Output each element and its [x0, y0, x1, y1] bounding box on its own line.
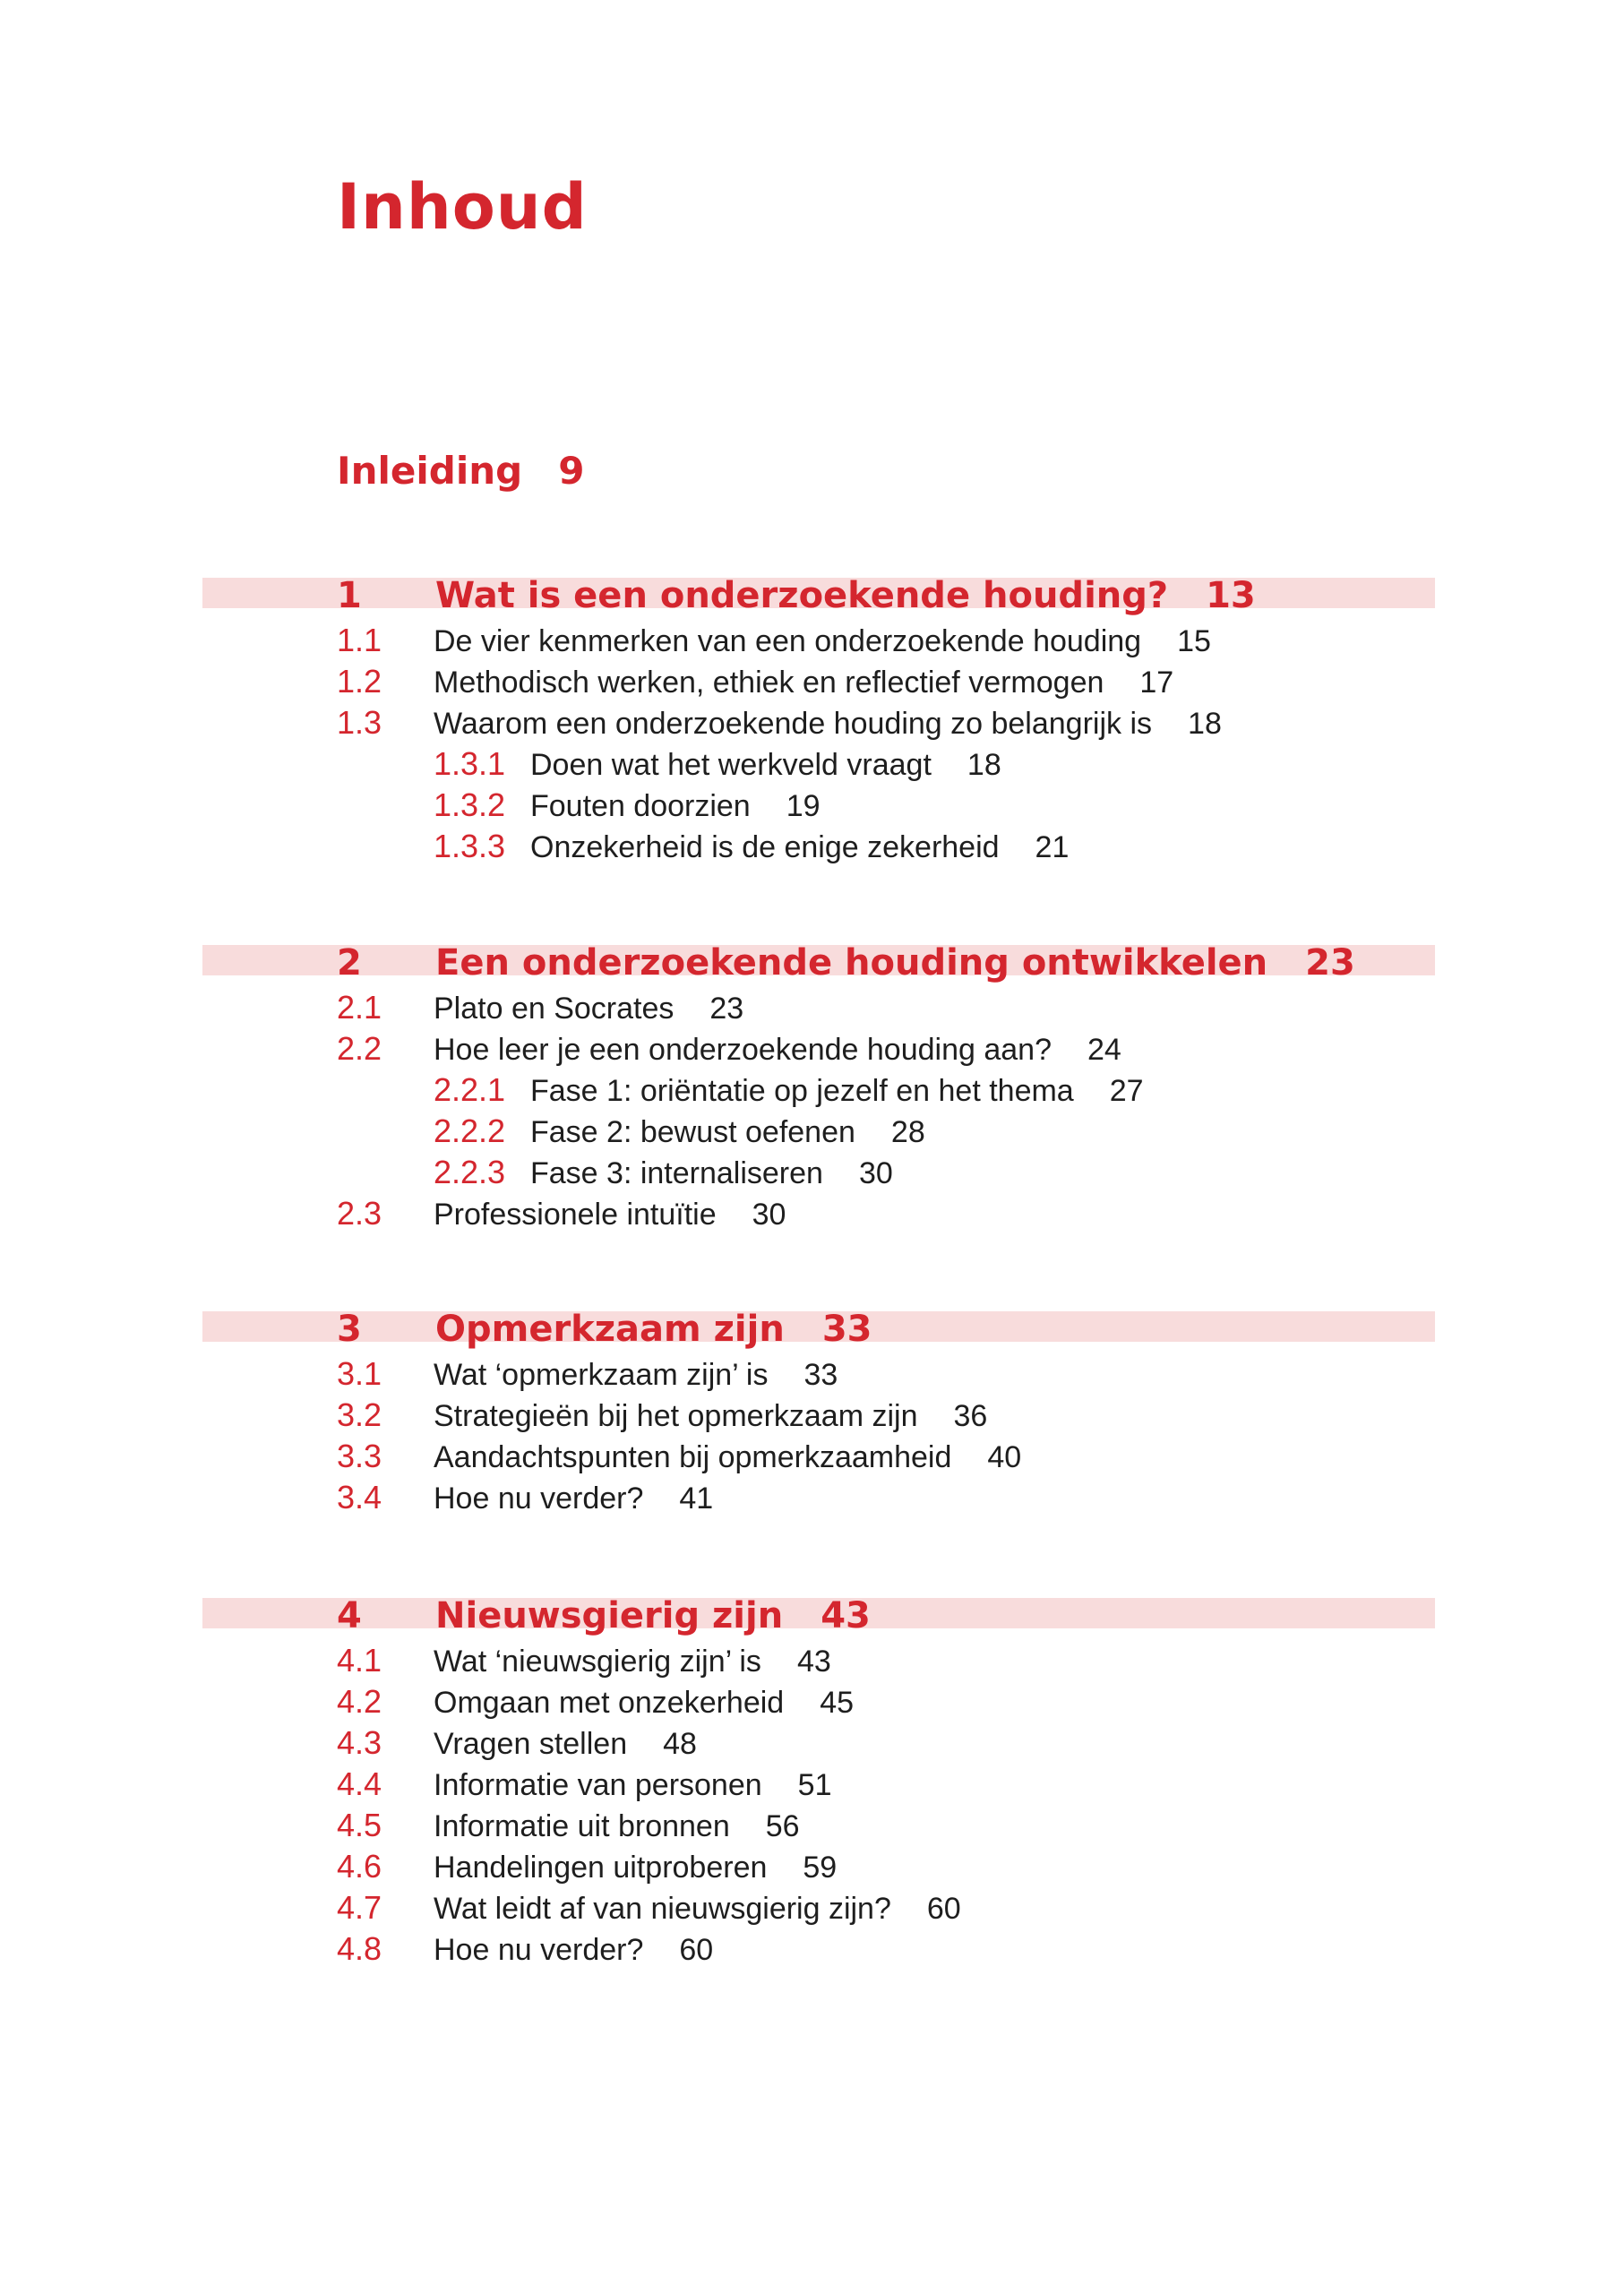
- toc-entry[interactable]: [337, 1889, 961, 1926]
- entry-page: 15: [1177, 624, 1211, 658]
- entry-page: 23: [709, 992, 744, 1026]
- chapter-number: 2: [337, 942, 362, 983]
- entry-page: 51: [797, 1768, 832, 1802]
- entry-page: 41: [679, 1481, 714, 1516]
- entry-number: 3.1: [337, 1355, 382, 1392]
- toc-entry[interactable]: [337, 1724, 697, 1761]
- entry-title: Handelingen uitproberen: [434, 1851, 768, 1885]
- entry-page: 60: [926, 1892, 961, 1926]
- toc-entry[interactable]: [337, 1809, 800, 1842]
- entry-number: 1.2: [337, 663, 382, 700]
- entry-title: Doen wat het werkveld vraagt: [530, 748, 932, 782]
- entry-page: 21: [1035, 830, 1070, 864]
- chapter-title: Een onderzoekende houding ontwikkelen: [435, 942, 1268, 983]
- chapter-number: 3: [337, 1309, 362, 1350]
- entry-number: 2.2: [337, 1030, 382, 1067]
- toc-subentry[interactable]: [434, 786, 821, 823]
- entry-number: 4.4: [337, 1765, 382, 1802]
- chapter-title: Opmerkzaam zijn: [435, 1309, 785, 1350]
- entry-page: 27: [1109, 1074, 1144, 1108]
- entry-page: 19: [786, 789, 821, 823]
- entry-number: 2.2.1: [434, 1071, 506, 1108]
- chapter-heading[interactable]: [337, 942, 1355, 983]
- entry-number: 1.3.1: [434, 745, 506, 782]
- chapter-page: 23: [1305, 942, 1355, 983]
- toc-entry[interactable]: [337, 1848, 838, 1885]
- toc-entry[interactable]: [337, 1683, 855, 1720]
- entry-title: Wat ‘opmerkzaam zijn’ is: [434, 1358, 769, 1392]
- entry-page: 28: [890, 1115, 925, 1149]
- toc-subentry[interactable]: [434, 830, 1069, 863]
- entry-page: 48: [663, 1727, 697, 1761]
- entry-number: 4.2: [337, 1683, 382, 1720]
- toc-entry[interactable]: [337, 663, 1174, 700]
- entry-number: 4.3: [337, 1724, 382, 1761]
- entry-title: Hoe nu verder?: [434, 1481, 644, 1516]
- entry-title: Wat ‘nieuwsgierig zijn’ is: [434, 1645, 761, 1679]
- entry-page: 24: [1087, 1033, 1121, 1067]
- entry-number: 3.4: [337, 1479, 382, 1516]
- entry-title: Omgaan met onzekerheid: [434, 1686, 785, 1720]
- chapter-heading[interactable]: [337, 1595, 871, 1636]
- entry-number: 4.1: [337, 1642, 382, 1679]
- entry-page: 17: [1139, 666, 1174, 700]
- entry-page: 30: [752, 1198, 786, 1232]
- entry-page: 33: [803, 1358, 838, 1392]
- entry-page: 45: [820, 1686, 855, 1720]
- toc-subentry[interactable]: [434, 1156, 893, 1189]
- entry-title: Informatie van personen: [434, 1768, 762, 1802]
- entry-page: 59: [803, 1851, 838, 1885]
- toc-entry[interactable]: [337, 1355, 838, 1392]
- entry-number: 1.3.2: [434, 786, 506, 823]
- entry-number: 2.2.2: [434, 1112, 506, 1149]
- toc-intro[interactable]: [337, 449, 585, 493]
- chapter-page: 33: [821, 1309, 872, 1350]
- toc-entry[interactable]: [337, 704, 1222, 741]
- entry-title: Aandachtspunten bij opmerkzaamheid: [434, 1440, 952, 1474]
- chapter-heading[interactable]: [337, 1309, 872, 1350]
- entry-number: 4.6: [337, 1848, 382, 1885]
- entry-number: 4.7: [337, 1889, 382, 1926]
- chapter-page: 43: [821, 1595, 871, 1636]
- entry-page: 30: [858, 1156, 893, 1190]
- entry-title: Hoe nu verder?: [434, 1933, 644, 1967]
- chapter-page: 13: [1206, 575, 1256, 616]
- intro-page: 9: [558, 449, 585, 493]
- entry-page: 56: [765, 1809, 800, 1843]
- toc-entry[interactable]: [337, 1930, 714, 1967]
- entry-title: Strategieën bij het opmerkzaam zijn: [434, 1399, 918, 1433]
- entry-page: 36: [953, 1399, 988, 1433]
- toc-entry[interactable]: [337, 989, 744, 1026]
- entry-page: 43: [796, 1645, 831, 1679]
- entry-title: Fase 3: internaliseren: [530, 1156, 823, 1190]
- entry-title: Fase 2: bewust oefenen: [530, 1115, 855, 1149]
- toc-entry[interactable]: [337, 1481, 713, 1514]
- entry-title: Professionele intuïtie: [434, 1198, 717, 1232]
- entry-number: 1.1: [337, 622, 382, 658]
- entry-title: Waarom een onderzoekende houding zo belangrijk is: [434, 707, 1153, 741]
- toc-entry[interactable]: [337, 1396, 988, 1433]
- entry-number: 3.3: [337, 1438, 382, 1474]
- entry-number: 2.3: [337, 1195, 382, 1232]
- intro-label: Inleiding: [337, 449, 523, 493]
- entry-number: 1.3.3: [434, 828, 506, 864]
- entry-page: 60: [679, 1933, 714, 1967]
- entry-page: 18: [967, 748, 1001, 782]
- entry-title: Fase 1: oriëntatie op jezelf en het thema: [530, 1074, 1074, 1108]
- entry-page: 18: [1188, 707, 1222, 741]
- entry-title: Methodisch werken, ethiek en reflectief vermogen: [434, 666, 1104, 700]
- chapter-number: 1: [337, 575, 362, 616]
- chapter-number: 4: [337, 1595, 362, 1636]
- entry-title: Informatie uit bronnen: [434, 1809, 730, 1843]
- toc-entry[interactable]: [337, 1440, 1021, 1473]
- page-title: Inhoud: [337, 170, 588, 244]
- entry-title: Wat leidt af van nieuwsgierig zijn?: [434, 1892, 891, 1926]
- entry-title: Onzekerheid is de enige zekerheid: [530, 830, 1000, 864]
- chapter-title: Wat is een onderzoekende houding?: [435, 575, 1169, 616]
- entry-number: 4.8: [337, 1930, 382, 1967]
- toc-entry[interactable]: [337, 1030, 1121, 1067]
- chapter-heading[interactable]: [337, 575, 1256, 616]
- entry-number: 1.3: [337, 704, 382, 741]
- toc-entry[interactable]: [337, 624, 1211, 657]
- entry-page: 40: [987, 1440, 1022, 1474]
- entry-number: 2.1: [337, 989, 382, 1026]
- entry-number: 4.5: [337, 1807, 382, 1843]
- chapter-title: Nieuwsgierig zijn: [435, 1595, 784, 1636]
- entry-title: Fouten doorzien: [530, 789, 751, 823]
- entry-number: 2.2.3: [434, 1154, 506, 1190]
- entry-number: 3.2: [337, 1396, 382, 1433]
- entry-title: Hoe leer je een onderzoekende houding aan?: [434, 1033, 1052, 1067]
- entry-title: Vragen stellen: [434, 1727, 628, 1761]
- toc-subentry[interactable]: [434, 1071, 1144, 1108]
- entry-title: De vier kenmerken van een onderzoekende houding: [434, 624, 1142, 658]
- toc-subentry[interactable]: [434, 1112, 925, 1149]
- toc-entry[interactable]: [337, 1642, 831, 1679]
- toc-entry[interactable]: [337, 1195, 786, 1232]
- toc-subentry[interactable]: [434, 745, 1001, 782]
- entry-title: Plato en Socrates: [434, 992, 675, 1026]
- toc-entry[interactable]: [337, 1765, 832, 1802]
